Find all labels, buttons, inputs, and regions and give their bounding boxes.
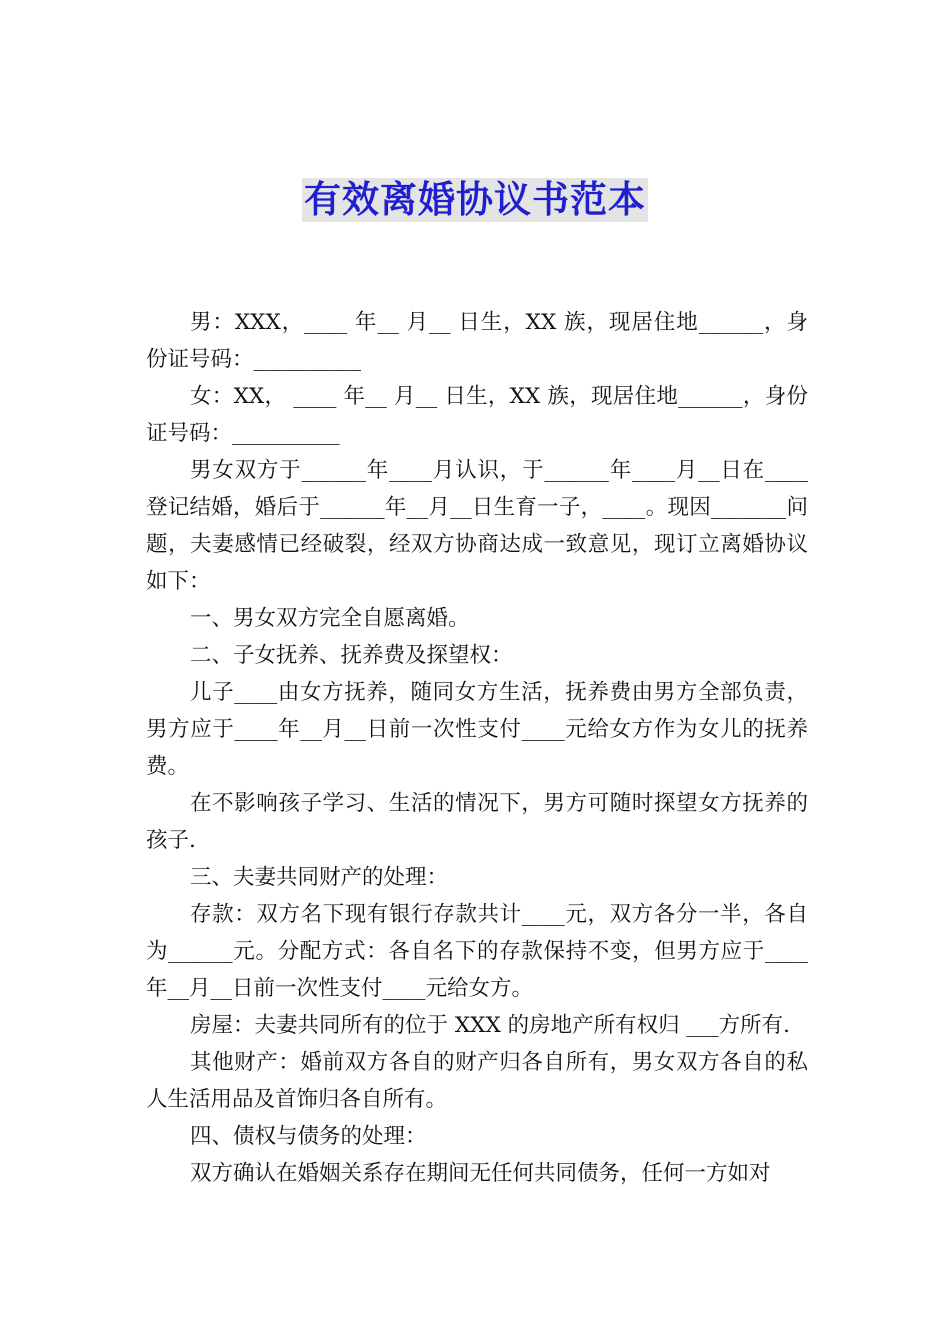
clause-1-heading: 一、男女双方完全自愿离婚。 [190, 606, 470, 631]
paragraph-house: 房屋：夫妻共同所有的位于 XXX 的房地产所有权归 ___方所有. [190, 1013, 791, 1038]
paragraph-other-property: 其他财产：婚前双方各自的财产归各自所有，男女双方各自的私人生活用品及首饰归各自所有。 [146, 1050, 808, 1112]
document-title: 有效离婚协议书范本 [304, 178, 646, 221]
document-body [146, 304, 808, 1192]
paragraph-debts: 双方确认在婚姻关系存在期间无任何共同债务，任何一方如对 [190, 1161, 771, 1186]
paragraph-male-info: 男：XXX，____ 年__ 月__ 日生，XX 族，现居住地______，身份证号码：__________ [146, 310, 808, 372]
paragraph-female-info: 女：XX， ____ 年__ 月__ 日生，XX 族，现居住地______，身份证号码：__________ [146, 384, 808, 446]
clause-3-heading: 三、夫妻共同财产的处理： [190, 865, 449, 890]
paragraph-child-custody: 儿子____由女方抚养，随同女方生活，抚养费由男方全部负责，男方应于____年__月__日前一次性支付____元给女方作为女儿的抚养费。 [146, 680, 808, 779]
clause-4-heading: 四、债权与债务的处理： [190, 1124, 427, 1149]
title-container [0, 178, 950, 222]
paragraph-background: 男女双方于______年____月认识，于______年____月__日在____登记结婚，婚后于______年__月__日生育一子，____。现因_______问题，夫妻感情已经破裂，经双方协商达成一致意见，现订立离婚协议如下： [146, 458, 808, 594]
paragraph-visitation: 在不影响孩子学习、生活的情况下，男方可随时探望女方抚养的孩子. [146, 791, 808, 853]
clause-2-heading: 二、子女抚养、抚养费及探望权： [190, 643, 513, 668]
paragraph-savings: 存款：双方名下现有银行存款共计____元，双方各分一半，各自为______元。分配方式：各自名下的存款保持不变，但男方应于____年__月__日前一次性支付____元给女方。 [146, 902, 808, 1001]
